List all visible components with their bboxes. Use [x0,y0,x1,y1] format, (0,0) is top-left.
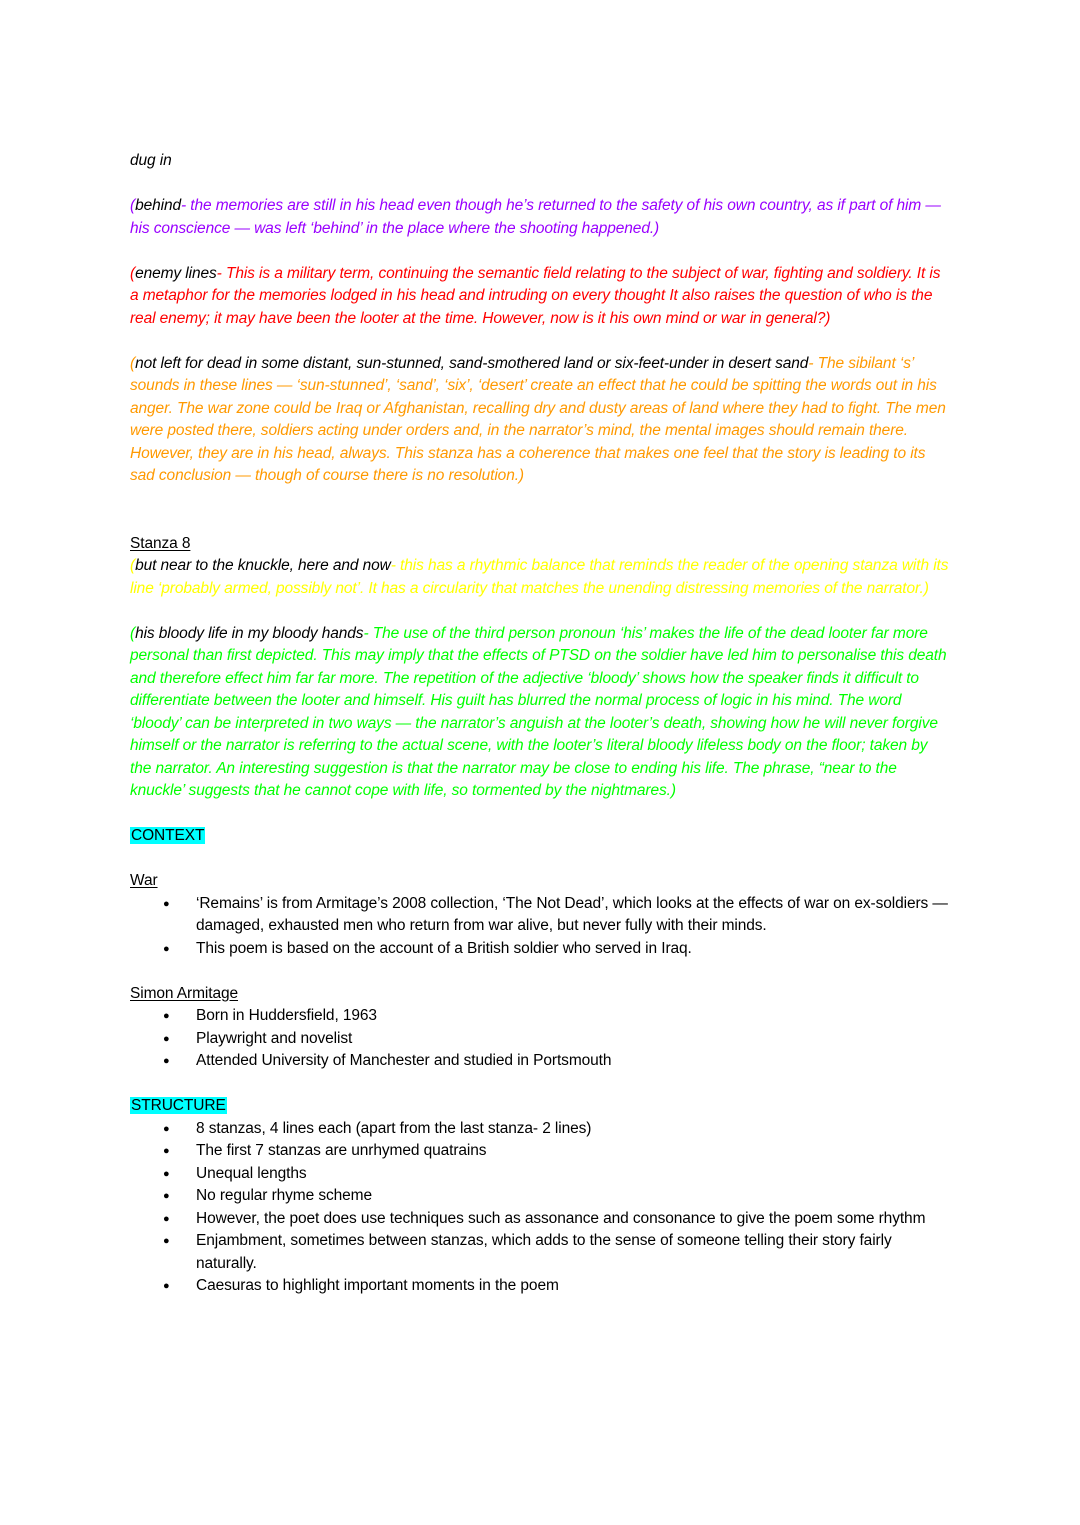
list-item: ● 8 stanzas, 4 lines each (apart from the last stanza- 2 lines) [196,1118,952,1141]
war-heading: War [130,872,158,889]
spacer [130,848,952,871]
annotation-comment: The sibilant ‘s’ sounds in these lines — ‘sun-stunned’, ‘sand’, ‘six’, ‘desert’ create an effect that he could be spitting the words out in his anger. The war zone could be Iraq or Afghanistan, recalling dry and dusty areas of land where they had to fight. The men were posted there, soldiers acting under orders and, in the narrator’s mind, the mental images should remain there. However, they are in his head, always. This stanza has a coherence that makes one feel that the story is leading to its sad conclusion — though of course there is no resolution.) [130,354,946,484]
list-item: ● However, the poet does use techniques such as assonance and consonance to give the poem some rhythm [196,1208,952,1231]
annotation-quote: but near to the knuckle, here and now [135,557,391,574]
spacer [130,240,952,263]
spacer [130,330,952,353]
spacer [130,803,952,826]
annotation-quote: enemy lines [135,264,217,282]
annotation-comment: the memories are still in his head even though he’s returned to the safety of his own country, as if part of him — his conscience — was left ‘behind’ in the place where the shooting happened.) [130,197,941,237]
list-item: ● Born in Huddersfield, 1963 [196,1005,952,1028]
list-item: ● The first 7 stanzas are unrhymed quatrains [196,1140,952,1163]
annotation-quote: behind [135,197,182,214]
spacer [130,173,952,196]
stanza-8-heading: Stanza 8 [130,534,191,552]
intro-line: dug in [130,152,172,169]
list-item: ● Caesuras to highlight important moments in the poem [196,1275,952,1298]
annotation-open-paren: ( [130,624,136,642]
list-item: ● Unequal lengths [196,1163,952,1186]
list-item: ● ‘Remains’ is from Armitage’s 2008 collection, ‘The Not Dead’, which looks at the effects of war on ex-soldiers — damaged, exhausted men who return from war alive, but never fully with their minds. [196,893,952,938]
annotation-near-to-the-knuckle [130,555,952,600]
annotation-separator: - [181,197,191,214]
context-section [130,825,952,848]
context-heading: CONTEXT [131,827,205,844]
list-item: ● Enjambment, sometimes between stanzas, which adds to the sense of someone telling their story fairly naturally. [196,1230,952,1275]
annotation-separator: - [363,624,373,642]
annotation-open-paren: ( [130,264,136,282]
structure-list [130,1118,952,1298]
annotation-separator: - [390,557,401,574]
annotation-quote: his bloody life in my bloody hands [135,624,364,642]
war-list [130,893,952,961]
annotation-enemy-lines [130,263,952,331]
spacer [130,488,952,533]
list-item: ● This poem is based on the account of a British soldier who served in Iraq. [196,938,952,961]
spacer [130,960,952,983]
structure-heading: STRUCTURE [131,1097,226,1114]
author-list [130,1005,952,1073]
annotation-open-paren: ( [130,354,136,372]
list-item: ● No regular rhyme scheme [196,1185,952,1208]
annotation-bloody-life [130,623,952,803]
spacer [130,1073,952,1096]
annotation-behind [130,195,952,240]
annotation-not-left-for-dead [130,353,952,488]
document-page [130,150,952,1298]
spacer [130,600,952,623]
list-item: ● Attended University of Manchester and studied in Portsmouth [196,1050,952,1073]
structure-section [130,1095,952,1118]
list-item: ● Playwright and novelist [196,1028,952,1051]
annotation-separator: - [216,264,226,282]
annotation-comment: this has a rhythmic balance that reminds the reader of the opening stanza with its line ‘probably armed, possibly not’. It has a circularity that matches the unending distressing memories of the narrator.) [130,557,949,597]
annotation-comment: This is a military term, continuing the semantic field relating to the subject of war, fighting and soldiery. It is a metaphor for the memories lodged in his head and intruding on every thought It also raises the question of who is the real enemy; it may have been the looter at the time. However, now is it his own mind or war in general?) [130,264,941,327]
annotation-comment: The use of the third person pronoun ‘his’ makes the life of the dead looter far more personal than first depicted. This may imply that the effects of PTSD on the soldier have led him to personalise this death and therefore effect him far far more. The repetition of the adjective ‘bloody’ shows how the speaker finds it difficult to differentiate between the looter and himself. His guilt has blurred the normal process of logic in his mind. The word ‘bloody’ can be interpreted in two ways — the narrator’s anguish at the looter’s death, showing how he will never forgive himself or the narrator is referring to the actual scene, with the looter’s literal bloody lifeless body on the floor; taken by the narrator. An interesting suggestion is that the narrator may be close to ending his life. The phrase, “near to the knuckle’ suggests that he cannot cope with life, so tormented by the nightmares.) [130,624,947,799]
annotation-open-paren: ( [130,557,136,574]
annotation-open-paren: ( [130,197,136,214]
annotation-separator: - [808,354,818,372]
author-heading: Simon Armitage [130,984,239,1002]
annotation-quote: not left for dead in some distant, sun-stunned, sand-smothered land or six-feet-under in desert sand [135,354,809,372]
